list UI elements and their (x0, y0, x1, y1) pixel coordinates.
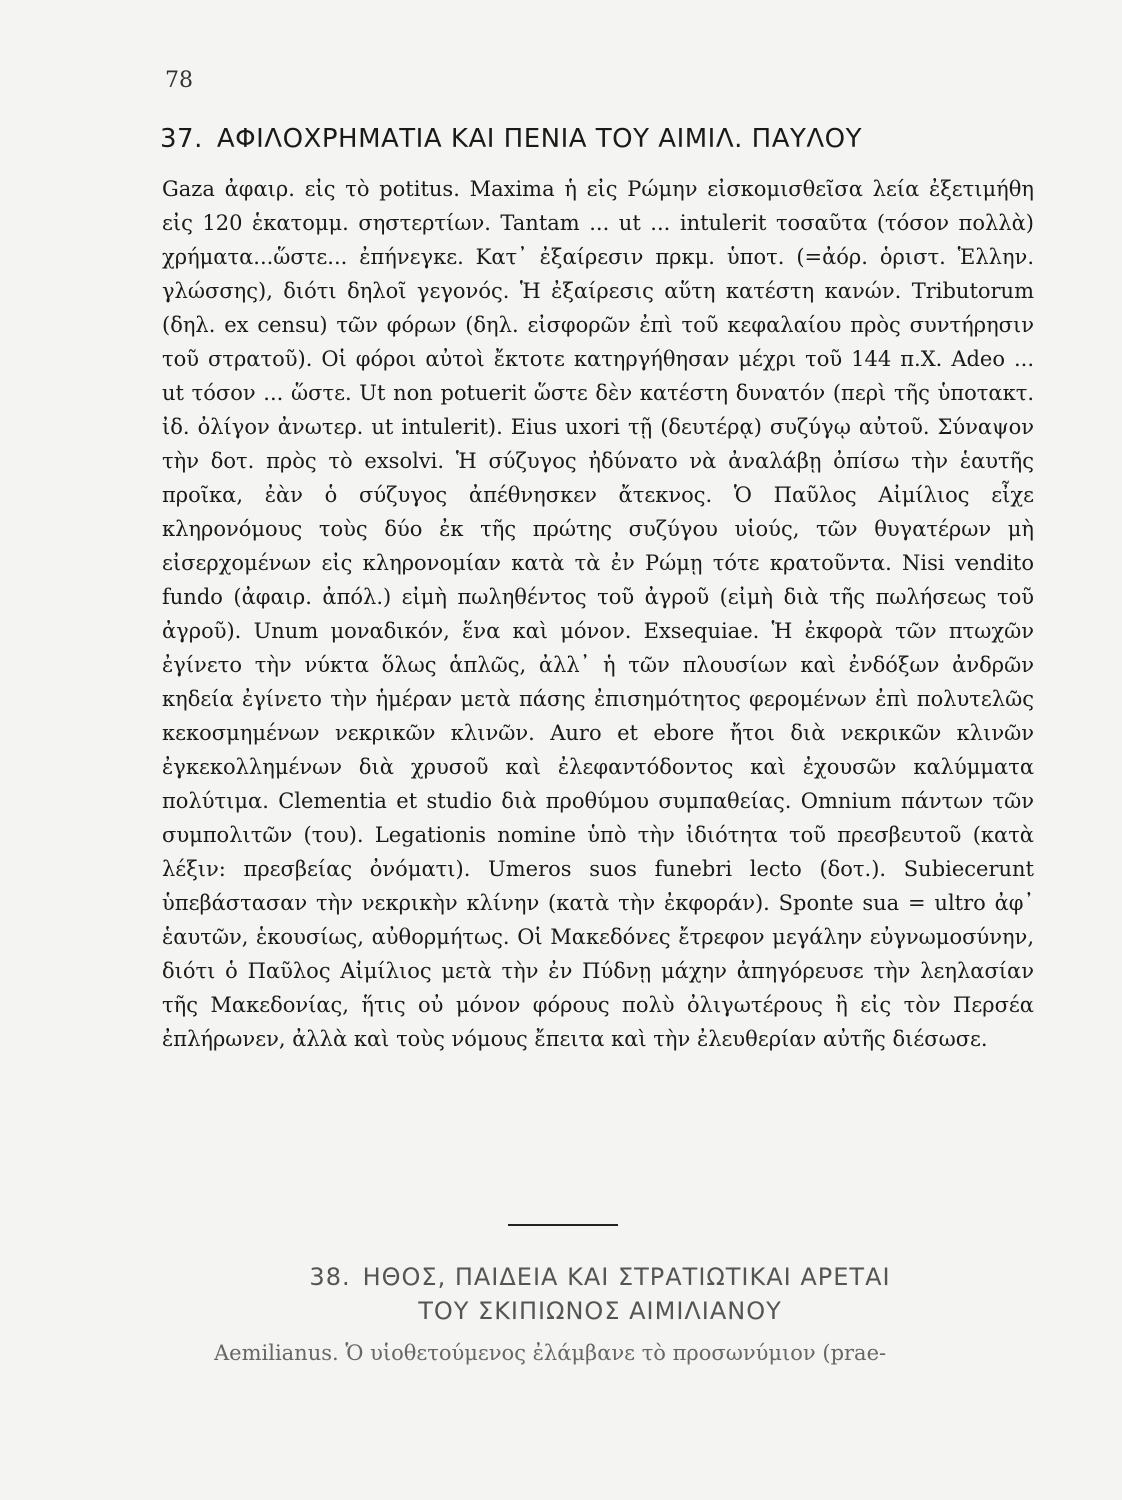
section-38-number: 38. (309, 1263, 351, 1291)
section-38-commentary: Aemilianus. Ὁ υἱοθετούμενος ἐλάμβανε τὸ προσωνύμιον (prae- (214, 1341, 887, 1365)
section-37-heading: ΑΦΙΛΟΧΡΗΜΑΤΙΑ ΚΑΙ ΠΕΝΙΑ ΤΟΥ ΑΙΜΙΛ. ΠΑΥΛΟΥ (216, 124, 863, 154)
section-37-title (160, 124, 1040, 154)
page-number: 78 (165, 68, 193, 93)
section-37-commentary: Gaza ἀφαιρ. εἰς τὸ potitus. Maxima ἡ εἰς Ρώμην εἰσκομισθεῖσα λεία ἐξετιμήθη εἰς 120 ἑκατομμ. σηστερτίων. Tantam ... ut ... intulerit τοσαῦτα (τόσον πολλὰ) χρήματα...ὥστε... ἐπήνεγκε. Κατ᾽ ἐξαίρεσιν πρκμ. ὑποτ. (=ἀόρ. ὁριστ. Ἑλλην. γλώσσης), διότι δηλοῖ γεγονός. Ἡ ἐξαίρεσις αὕτη κατέστη κανών. Tributorum (δηλ. ex censu) τῶν φόρων (δηλ. εἰσφορῶν ἐπὶ τοῦ κεφαλαίου πρὸς συντήρησιν τοῦ στρατοῦ). Οἱ φόροι αὐτοὶ ἔκτοτε κατηργήθησαν μέχρι τοῦ 144 π.Χ. Adeo ... ut τόσον ... ὥστε. Ut non potuerit ὥστε δὲν κατέστη δυνατόν (περὶ τῆς ὑποτακτ. ἰδ. ὀλίγον ἀνωτερ. ut intulerit). Eius uxori τῇ (δευτέρᾳ) συζύγῳ αὐτοῦ. Σύναψον τὴν δοτ. πρὸς τὸ exsolvi. Ἡ σύζυγος ἠδύνατο νὰ ἀναλάβῃ ὀπίσω τὴν ἑαυτῆς προῖκα, ἐὰν ὁ σύζυγος ἀπέθνησκεν ἄτεκνος. Ὁ Παῦλος Αἰμίλιος εἶχε κληρονόμους τοὺς δύο ἐκ τῆς πρώτης συζύγου υἱούς, τῶν θυγατέρων μὴ εἰσερχομένων εἰς κληρονομίαν κατὰ τὰ ἐν Ρώμῃ τότε κρατοῦντα. Nisi vendito fundo (ἀφαιρ. ἀπόλ.) εἰμὴ πωληθέντος τοῦ ἀγροῦ (εἰμὴ διὰ τῆς πωλήσεως τοῦ ἀγροῦ). Unum μοναδικόν, ἕνα καὶ μόνον. Exsequiae. Ἡ ἐκφορὰ τῶν πτωχῶν ἐγίνετο τὴν νύκτα ὅλως ἁπλῶς, ἀλλ᾽ ἡ τῶν πλουσίων καὶ ἐνδόξων ἀνδρῶν κηδεία ἐγίνετο τὴν ἡμέραν μετὰ πάσης ἐπισημότητος φερομένων ἐπὶ πολυτελῶς κεκοσμημένων νεκρικῶν κλινῶν. Auro et ebore ἤτοι διὰ νεκρικῶν κλινῶν ἐγκεκολλημένων διὰ χρυσοῦ καὶ ἐλεφαντόδοντος καὶ ἐχουσῶν καλύμματα πολύτιμα. Clementia et studio διὰ προθύμου συμπαθείας. Omnium πάντων τῶν συμπολιτῶν (του). Legationis nomine ὑπὸ τὴν ἰδιότητα τοῦ πρεσβευτοῦ (κατὰ λέξιν: πρεσβείας ὀνόματι). Umeros suos funebri lecto (δοτ.). Subiecerunt ὑπεβάστασαν τὴν νεκρικὴν κλίνην (κατὰ τὴν ἐκφοράν). Sponte sua = ultro ἀφ᾽ ἑαυτῶν, ἑκουσίως, αὐθορμήτως. Οἱ Μακεδόνες ἔτρεφον μεγάλην εὐγνωμοσύνην, διότι ὁ Παῦλος Αἰμίλιος μετὰ τὴν ἐν Πύδνῃ μάχην ἀπηγόρευσε τὴν λεηλασίαν τῆς Μακεδονίας, ἥτις οὐ μόνον φόρους πολὺ ὀλιγωτέρους ἢ εἰς τὸν Περσέα ἐπλήρωνεν, ἀλλὰ καὶ τοὺς νόμους ἔπειτα καὶ τὴν ἐλευθερίαν αὐτῆς διέσωσε. (162, 177, 1034, 1051)
section-divider (508, 1224, 618, 1226)
section-37-number: 37. (160, 124, 203, 154)
section-38-title (160, 1260, 1040, 1328)
section-38-heading-line-1: ΗΘΟΣ, ΠΑΙΔΕΙΑ ΚΑΙ ΣΤΡΑΤΙΩΤΙΚΑΙ ΑΡΕΤΑΙ (362, 1263, 891, 1291)
section-38-heading-line-2: ΤΟΥ ΣΚΙΠΙΩΝΟΣ ΑΙΜΙΛΙΑΝΟΥ (418, 1297, 782, 1325)
section-38-title-line-1 (160, 1260, 1040, 1294)
